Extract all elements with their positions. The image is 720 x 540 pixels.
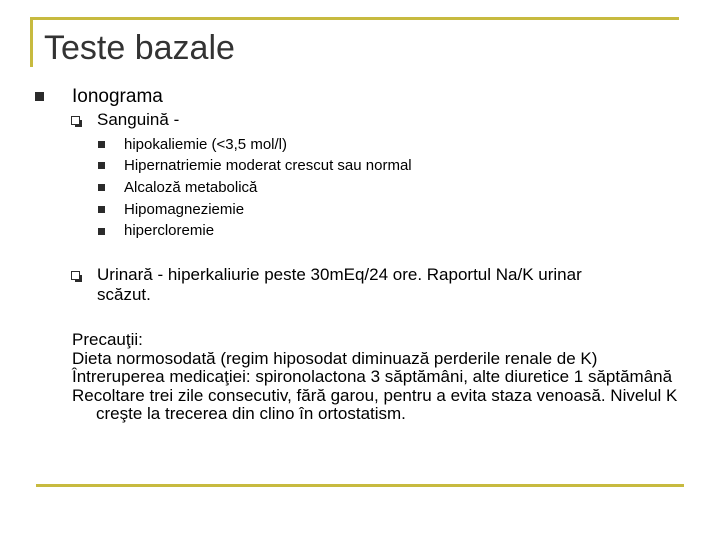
list-item: Hipomagneziemie	[124, 201, 245, 218]
list-item: hipokaliemie (<3,5 mol/l)	[124, 136, 287, 153]
bullet-ionograma: Ionograma	[72, 86, 163, 107]
precautii-item: Întreruperea medicaţiei: spironolactona 3 săptămâni, alte diuretice 1 săptămână	[72, 367, 673, 386]
left-rule	[30, 17, 33, 67]
sub-bullet-urinara: Urinară - hiperkaliurie peste 30mEq/24 ore. Raportul Na/K urinar	[97, 265, 582, 284]
small-square-icon	[98, 206, 105, 213]
precautii-item: Recoltare trei zile consecutiv, fără garou, pentru a evita staza venoasă. Nivelul K creşte la trecerea din clino în ortostatism.	[72, 385, 678, 423]
list-item: Hipernatriemie moderat crescut sau normal	[124, 157, 412, 174]
list-item: hipercloremie	[124, 222, 215, 239]
precautii-item: Dieta normosodată (regim hiposodat diminuază perderile renale de K)	[72, 348, 598, 368]
list-item: Alcaloză metabolică	[124, 179, 258, 196]
slide-title: Teste bazale	[44, 29, 235, 67]
small-square-icon	[98, 184, 105, 191]
small-square-icon	[98, 141, 105, 148]
small-square-icon	[98, 228, 105, 235]
bullet-square-icon	[35, 92, 44, 101]
small-square-icon	[98, 162, 105, 169]
precautii-heading: Precauţii:	[72, 330, 143, 349]
top-rule	[30, 17, 679, 20]
bottom-rule	[36, 484, 684, 487]
sub-bullet-urinara-cont: scăzut.	[97, 285, 151, 304]
sub-bullet-sanguina: Sanguină -	[97, 110, 180, 129]
precautii-block	[72, 331, 682, 424]
hollow-square-icon	[71, 116, 80, 125]
hollow-square-icon	[71, 271, 80, 280]
